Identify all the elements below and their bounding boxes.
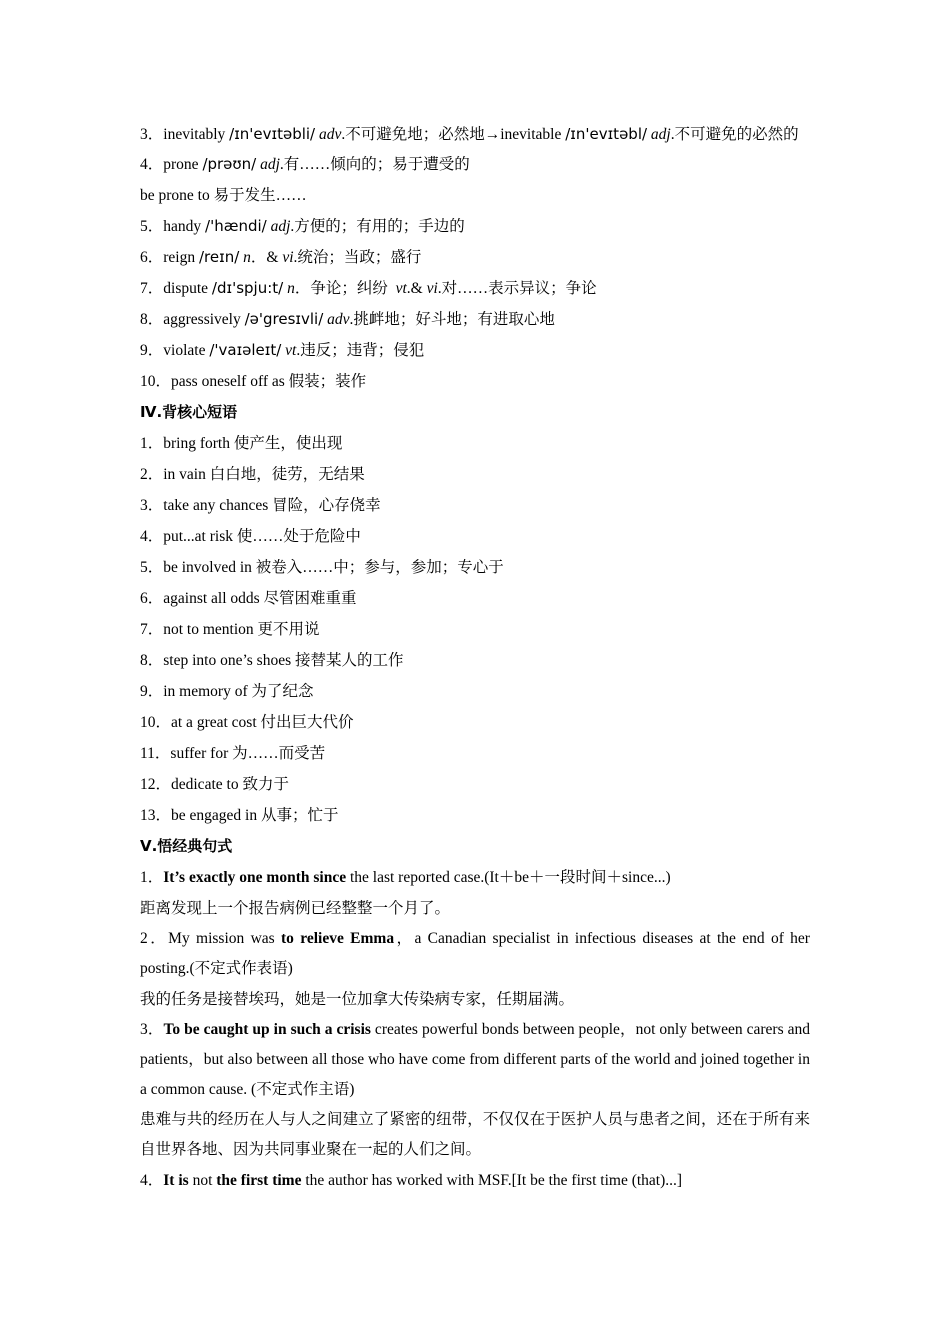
item-number: 4．: [140, 156, 164, 173]
bold-phrase: to relieve Emma: [281, 930, 395, 947]
sentence-text: My mission was: [168, 930, 281, 947]
document-page: [140, 120, 810, 1196]
bold-phrase: It’s exactly one month since: [163, 869, 347, 886]
item-number: 6．: [140, 249, 164, 266]
item-number: 8．: [140, 311, 164, 328]
definition: .方便的；有用的；手边的: [290, 218, 465, 235]
bold-phrase: the first time: [216, 1172, 302, 1189]
word: dispute: [163, 280, 212, 297]
word: reign: [163, 249, 199, 266]
sentence-text: ，a Canadian specialist in infectious diseases at the end of her posting.(不定式作表语): [140, 930, 810, 977]
section-heading: Ⅳ.背核心短语: [140, 403, 238, 421]
phonetic: /'hændi/: [205, 217, 267, 235]
word: prone: [163, 156, 203, 173]
word: inevitably: [163, 126, 230, 143]
definition: .不可避免的: [670, 126, 753, 143]
definition: .有……倾向的；易于遭受的: [279, 156, 470, 173]
phonetic: /'vaɪəleɪt/: [209, 341, 282, 359]
phonetic: /ə'gresɪvli/: [244, 310, 324, 328]
definition: .违反；违背；侵犯: [296, 342, 425, 359]
part-of-speech: n: [243, 249, 251, 266]
definition: .&: [406, 280, 427, 297]
phrase-line: be prone to 易于发生……: [140, 187, 307, 204]
definition: ．&: [250, 249, 283, 266]
bold-phrase: It is: [163, 1172, 189, 1189]
vocab-item-3: [140, 120, 810, 149]
vocab-item-8: [140, 304, 810, 335]
definition: .统治；当政；盛行: [293, 249, 422, 266]
part-of-speech: adj: [650, 126, 671, 143]
vocab-item-6: [140, 242, 810, 273]
sentence-translation: 我的任务是接替埃玛，她是一位加拿大传染病专家，任期届满。: [140, 991, 575, 1008]
sentence-text: not: [188, 1172, 217, 1189]
list-item: 6．against all odds 尽管困难重重: [140, 590, 357, 607]
phonetic: /ɪn'evɪtəbli/: [229, 125, 316, 143]
vocab-item-10: 10．pass oneself off as 假装；装作: [140, 373, 367, 390]
sentence-2: [140, 924, 810, 984]
part-of-speech: adv: [318, 126, 342, 143]
item-number: 5．: [140, 218, 164, 235]
vocab-item-7: [140, 273, 810, 304]
phonetic: /ɪn'evɪtəbl/: [565, 125, 648, 143]
sentence-3: [140, 1015, 810, 1105]
item-number: 3．: [140, 1021, 164, 1038]
list-item: 2．in vain 白白地，徒劳，无结果: [140, 466, 365, 483]
part-of-speech: adj: [260, 156, 280, 173]
sentence-text: creates powerful bonds between people，not only between carers and patients，but also between all those who have come from different parts of the world and joined together in a common cause. (不定式作主语): [140, 1021, 810, 1098]
sentence-translation: 距离发现上一个报告病例已经整整一个月了。: [140, 900, 451, 917]
list-item: 10．at a great cost 付出巨大代价: [140, 714, 354, 731]
word: handy: [163, 218, 206, 235]
list-item: 3．take any chances 冒险，心存侥幸: [140, 497, 381, 514]
list-item: 5．be involved in 被卷入……中；参与，参加；专心于: [140, 559, 504, 576]
list-item: 7．not to mention 更不用说: [140, 621, 320, 638]
sentence-translation: 患难与共的经历在人与人之间建立了紧密的纽带，不仅仅在于医护人员与患者之间，还在于所有来自世界各地、因为共同事业聚在一起的人们之间。: [140, 1111, 810, 1158]
list-item: 4．put...at risk 使……处于危险中: [140, 528, 361, 545]
list-item: 1．bring forth 使产生，使出现: [140, 435, 343, 452]
list-item: 11．suffer for 为……而受苦: [140, 745, 326, 762]
definition: .挑衅地；好斗地；有进取心地: [349, 311, 555, 328]
part-of-speech: vt: [395, 280, 407, 297]
sentence-1: [140, 862, 810, 893]
phonetic: /dɪ'spju:t/: [211, 279, 284, 297]
word: aggressively: [163, 311, 245, 328]
list-item: 12．dedicate to 致力于: [140, 776, 289, 793]
part-of-speech: vt: [285, 342, 297, 359]
item-number: 7．: [140, 280, 164, 297]
vocab-item-4: [140, 149, 810, 180]
list-item: 9．in memory of 为了纪念: [140, 683, 314, 700]
item-number: 3．: [140, 126, 164, 143]
item-number: 2．: [140, 930, 169, 947]
part-of-speech: adj: [270, 218, 291, 235]
list-item: 13．be engaged in 从事；忙于: [140, 807, 339, 824]
section-heading: Ⅴ.悟经典句式: [140, 837, 233, 855]
part-of-speech: n: [287, 280, 295, 297]
vocab-item-5: [140, 211, 810, 242]
bold-phrase: To be caught up in such a crisis: [163, 1021, 371, 1038]
phonetic: /prəʊn/: [202, 155, 257, 173]
item-number: 1．: [140, 869, 164, 886]
definition: .对……表示异议；争论: [437, 280, 597, 297]
part-of-speech: vi: [282, 249, 294, 266]
definition: ．争论；纠纷: [294, 280, 396, 297]
vocab-item-9: [140, 335, 810, 366]
sentence-text: the last reported case.(It＋be＋一段时间＋since...): [346, 869, 671, 886]
definition-continued: 必然的: [752, 126, 799, 143]
phonetic: /reɪn/: [199, 248, 240, 266]
sentence-4: [140, 1165, 810, 1196]
item-number: 9．: [140, 342, 164, 359]
word: violate: [163, 342, 210, 359]
sentence-text: the author has worked with MSF.[It be the first time (that)...]: [301, 1172, 683, 1189]
definition: .不可避免地；必然地→inevitable: [341, 126, 566, 143]
item-number: 4．: [140, 1172, 164, 1189]
part-of-speech: vi: [426, 280, 438, 297]
part-of-speech: adv: [327, 311, 350, 328]
list-item: 8．step into one’s shoes 接替某人的工作: [140, 652, 404, 669]
